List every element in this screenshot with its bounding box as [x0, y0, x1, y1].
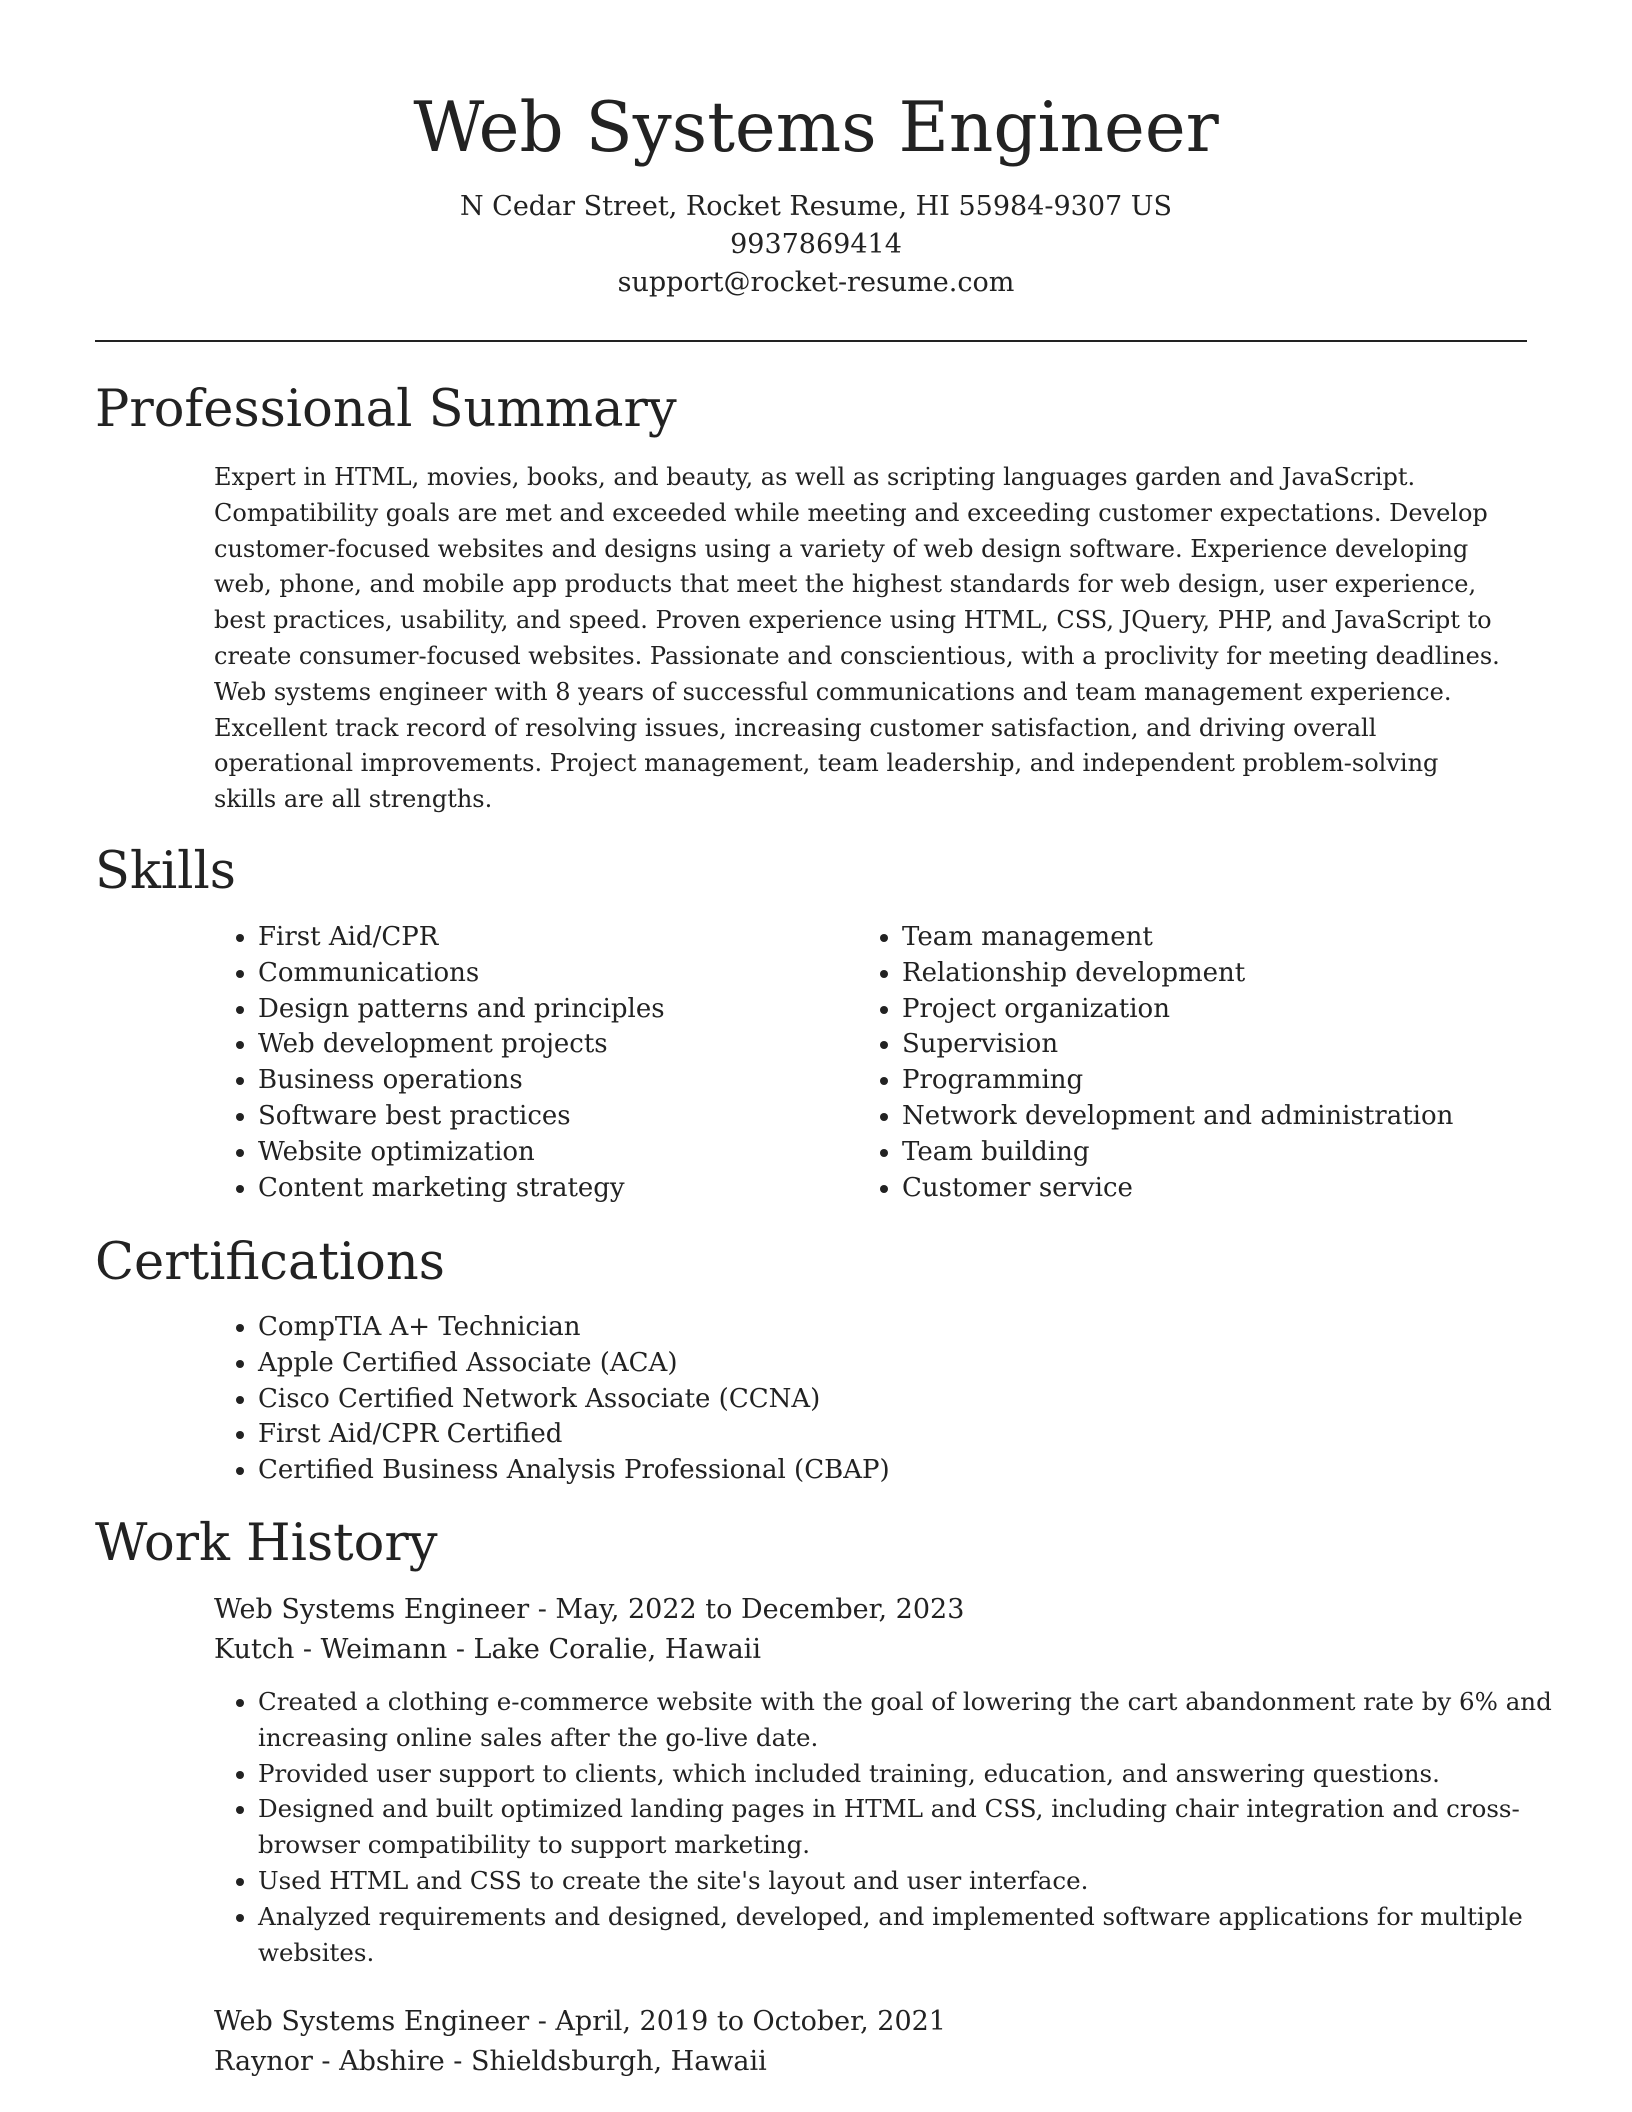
skill-item: • Web development projects	[258, 1027, 858, 1063]
job-bullet: • Created a clothing e-commerce website with the goal of lowering the cart abandonment rate by 6% and increasing online sales after the go-live date.	[258, 1684, 1558, 1756]
job-bullet: • Used HTML and CSS to create the site's layout and user interface.	[258, 1863, 1558, 1899]
job-bullet: • Provided user support to clients, which included training, education, and answering questions.	[258, 1756, 1558, 1792]
skill-item: • Content marketing strategy	[258, 1171, 858, 1207]
job-title-line: Web Systems Engineer - April, 2019 to October, 2021	[214, 2006, 946, 2037]
certification-item: • Cisco Certified Network Associate (CCNA)	[258, 1382, 1458, 1418]
job-bullet: • Designed and built optimized landing pages in HTML and CSS, including chair integration and cross-browser compatibility to support marketing.	[258, 1791, 1558, 1863]
certification-item: • Certified Business Analysis Professional (CBAP)	[258, 1453, 1458, 1489]
skill-item: • Network development and administration	[902, 1099, 1562, 1135]
certification-item: • Apple Certified Associate (ACA)	[258, 1346, 1458, 1382]
skill-item: • Business operations	[258, 1063, 858, 1099]
skills-heading: Skills	[95, 842, 236, 901]
resume-name: Web Systems Engineer	[413, 88, 1219, 168]
skill-item: • First Aid/CPR	[258, 920, 858, 956]
certifications-list	[214, 1310, 1458, 1489]
work-history-heading: Work History	[95, 1514, 438, 1573]
job-company-line: Raynor - Abshire - Shieldsburgh, Hawaii	[214, 2046, 767, 2077]
skill-item: • Team management	[902, 920, 1562, 956]
contact-phone: 9937869414	[730, 229, 902, 260]
skills-list-right	[858, 920, 1562, 1206]
skill-item: • Customer service	[902, 1171, 1562, 1207]
certification-item: • First Aid/CPR Certified	[258, 1417, 1458, 1453]
skill-item: • Software best practices	[258, 1099, 858, 1135]
contact-address: N Cedar Street, Rocket Resume, HI 55984-9307 US	[459, 191, 1173, 222]
summary-text: Expert in HTML, movies, books, and beauty, as well as scripting languages garden and JavaScript. Compatibility goals are met and exceeded while meeting and exceeding customer expectations. Develop customer-focused websites and designs using a variety of web design software. Experience developing web, phone, and mobile app products that meet the highest standards for web design, user experience, best practices, usability, and speed. Proven experience using HTML, CSS, JQuery, PHP, and JavaScript to create consumer-focused websites. Passionate and conscientious, with a proclivity for meeting deadlines. Web systems engineer with 8 years of successful communications and team management experience. Excellent track record of resolving issues, increasing customer satisfaction, and driving overall operational improvements. Project management, team leadership, and independent problem-solving skills are all strengths.	[214, 463, 1500, 814]
skill-item: • Programming	[902, 1063, 1562, 1099]
certification-item: • CompTIA A+ Technician	[258, 1310, 1458, 1346]
summary-heading: Professional Summary	[95, 380, 677, 439]
contact-email: support@rocket-resume.com	[617, 267, 1015, 298]
job-bullets	[214, 1684, 1558, 1970]
skill-item: • Communications	[258, 956, 858, 992]
skill-item: • Relationship development	[902, 956, 1562, 992]
skills-list-left	[214, 920, 858, 1206]
job-company-line: Kutch - Weimann - Lake Coralie, Hawaii	[214, 1634, 761, 1665]
skill-item: • Team building	[902, 1135, 1562, 1171]
certifications-heading: Certifications	[95, 1233, 445, 1292]
skill-item: • Project organization	[902, 992, 1562, 1028]
job-title-line: Web Systems Engineer - May, 2022 to December, 2023	[214, 1594, 965, 1625]
skill-item: • Supervision	[902, 1027, 1562, 1063]
skill-item: • Design patterns and principles	[258, 992, 858, 1028]
job-bullet: • Analyzed requirements and designed, developed, and implemented software applications for multiple websites.	[258, 1899, 1558, 1971]
header-divider	[95, 340, 1527, 342]
skill-item: • Website optimization	[258, 1135, 858, 1171]
contact-block	[0, 188, 1632, 302]
